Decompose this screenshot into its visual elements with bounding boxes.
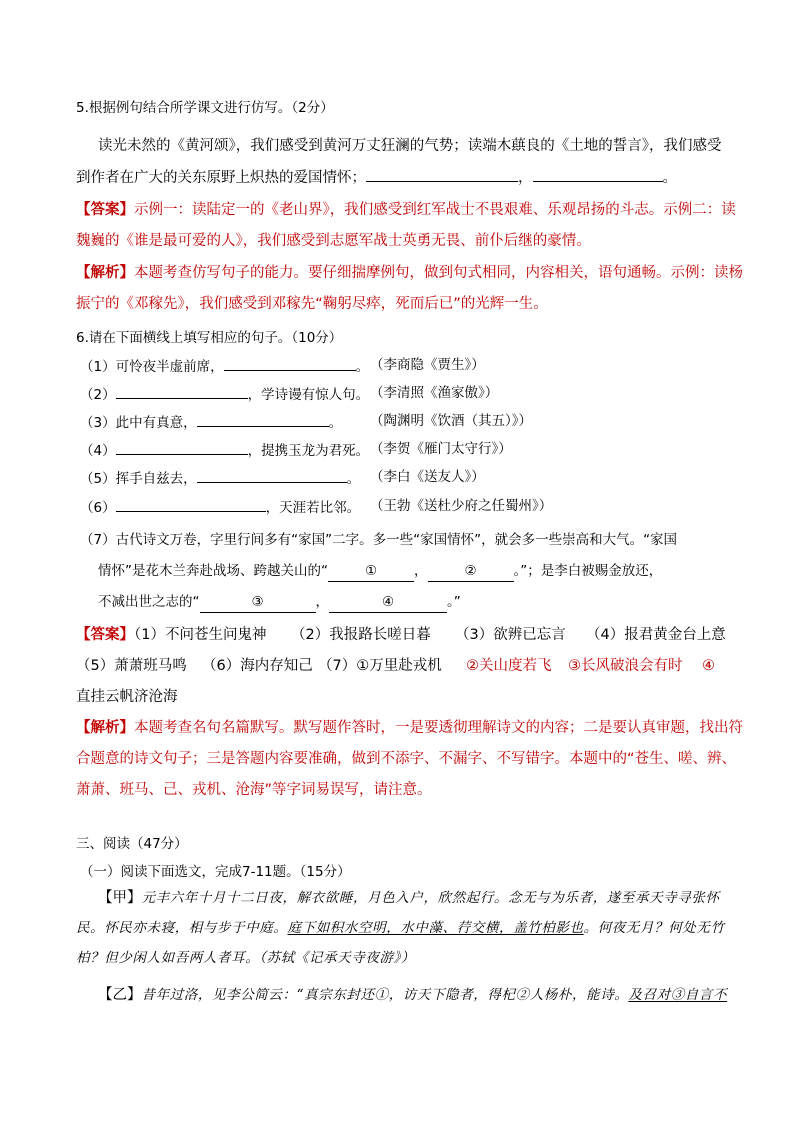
- yi-tag: 【乙】: [98, 987, 142, 1003]
- q6-item-post: 。: [328, 415, 343, 431]
- q6-analysis-text1: 本题考查名句名篇默写。默写题作答时，一是要透彻理解诗文的内容；二是要认真审题，找出符: [134, 720, 743, 736]
- answer-item: （3）欲辨已忘言: [455, 627, 566, 643]
- q6-item7-line2: [98, 561, 662, 582]
- q5-body-line2: [76, 166, 677, 188]
- jia-text2-pre: 民。怀民亦未寝，相与步于中庭。: [76, 920, 288, 936]
- q6-item-num: （5）: [80, 471, 116, 487]
- q5-analysis-line1: [76, 263, 743, 283]
- answer-tag: 【答案】: [76, 202, 134, 218]
- answer-item: ④: [702, 658, 715, 674]
- q6-item-post: 。: [346, 471, 361, 487]
- answer-tag: 【答案】: [76, 627, 134, 643]
- q6-item7-text: 情怀”是花木兰奔赴战场、跨越关山的“: [98, 563, 328, 579]
- analysis-tag: 【解析】: [76, 265, 134, 281]
- q6-item-post: ，天涯若比邻。: [265, 500, 361, 516]
- q6-item7-line1: （7）古代诗文万卷，字里行间多有“家国”二字。多一些“家国情怀”，就会多一些崇高和大气。“家国: [80, 532, 678, 548]
- blank-number: ①: [364, 563, 378, 579]
- q6-blank-2[interactable]: [116, 383, 248, 399]
- q5-answer-line1: [76, 200, 736, 220]
- q6-item-4: [80, 439, 369, 461]
- jia-text1: 元丰六年十月十二日夜，解衣欲睡，月色入户，欣然起行。念无与为乐者，遂至承天寺寻张怀: [141, 890, 720, 906]
- q5-title: 5.根据例句结合所学课文进行仿写。（2分）: [76, 100, 334, 116]
- q6-item7-line3: [98, 592, 461, 613]
- q6-blank-1[interactable]: [224, 355, 356, 371]
- q6-blank-3[interactable]: [197, 411, 329, 427]
- q6-source-4: （李贺《雁门太守行》）: [370, 441, 512, 457]
- q6-source-3: （陶渊明《饮酒（其五）》）: [370, 413, 532, 429]
- blank-number: ②: [464, 563, 477, 579]
- q5-answer-text1: 示例一：读陆定一的《老山界》，我们感受到红军战士不畏艰难、乐观昂扬的斗志。示例二：读: [134, 202, 736, 218]
- blank-number: ③: [251, 594, 264, 610]
- q6-item7-sep: ，: [414, 563, 428, 579]
- q6-item-post: ，学诗谩有惊人句。: [247, 387, 370, 403]
- q6-blank-5[interactable]: [197, 467, 347, 483]
- q6-item7-blank-3[interactable]: [200, 592, 316, 613]
- q5-answer-line2: 魏巍的《谁是最可爱的人》，我们感受到志愿军战士英勇无畏、前仆后继的豪情。: [76, 233, 591, 249]
- answer-item: ②关山度若飞: [466, 658, 552, 674]
- blank-number: ④: [381, 594, 395, 610]
- analysis-tag: 【解析】: [76, 720, 134, 736]
- q6-item-1: [80, 355, 369, 377]
- jia-underlined-sentence: 庭下如积水空明，水中藻、荇交横，盖竹柏影也: [287, 920, 584, 936]
- q6-analysis-line1: [76, 718, 743, 738]
- q6-analysis-line3: 萧萧、班马、己、戎机、沧海”等字词易误写，请注意。: [76, 782, 432, 798]
- q6-item-post: 。: [355, 359, 370, 375]
- q5-body-line2-text: 到作者在广大的关东原野上炽热的爱国情怀；: [76, 170, 366, 186]
- q6-item7-blank-4[interactable]: [329, 592, 447, 613]
- q5-body-line1: 读光未然的《黄河颂》，我们感受到黄河万丈狂澜的气势；读端木蕻良的《土地的誓言》，我们感受: [98, 138, 722, 154]
- q6-item-2: [80, 383, 369, 405]
- q6-source-2: （李清照《渔家傲》）: [370, 385, 499, 401]
- q6-item7-blank-2[interactable]: [428, 561, 514, 582]
- q6-item-num: （6）: [80, 500, 116, 516]
- q6-source-6: （王勃《送杜少府之任蜀州》）: [370, 498, 553, 514]
- q6-source-5: （李白《送友人》）: [370, 469, 485, 485]
- q6-item-pre: 可怜夜半虚前席，: [115, 359, 224, 375]
- jia-line3: 柏？但少闲人如吾两人者耳。（苏轼《记承天寺夜游》）: [76, 950, 415, 966]
- yi-underlined-text: 及召对③自言不: [628, 987, 728, 1003]
- jia-tag: 【甲】: [98, 890, 142, 906]
- q6-blank-6[interactable]: [116, 496, 266, 512]
- q6-item-num: （2）: [80, 387, 116, 403]
- jia-line2: [76, 918, 725, 938]
- section-subtitle: （一）阅读下面选文，完成7-11题。（15分）: [80, 864, 351, 880]
- q6-item7-blank-1[interactable]: [328, 561, 414, 582]
- q5-analysis-line2: 振宁的《邓稼先》，我们感受到邓稼先“鞠躬尽瘁，死而后已”的光辉一生。: [76, 296, 548, 312]
- answer-item: 直挂云帆济沧海: [76, 689, 178, 705]
- q6-item7-text: 不减出世之志的“: [98, 594, 200, 610]
- q6-item7-text: 。”；是李白被赐金放还，: [513, 563, 663, 579]
- q6-source-1: （李商隐《贾生》）: [370, 357, 485, 373]
- yi-text1: 昔年过洛，见李公简云：“真宗东封还①，访天下隐者，得杞②人杨朴，能诗。: [141, 987, 629, 1003]
- q6-title: 6.请在下面横线上填写相应的句子。（10分）: [76, 330, 343, 346]
- q5-blank-1[interactable]: [366, 166, 518, 182]
- q5-sep: ，: [518, 170, 533, 186]
- q6-item-num: （1）: [80, 359, 116, 375]
- q5-blank-2[interactable]: [533, 166, 663, 182]
- answer-item: （5）萧萧班马鸣: [76, 658, 187, 674]
- q6-item-num: （3）: [80, 415, 116, 431]
- q6-item-pre: 挥手自兹去，: [115, 471, 197, 487]
- q6-answer-row1: [76, 625, 266, 645]
- q6-item-post: ，提携玉龙为君死。: [247, 443, 370, 459]
- jia-text2-post: 。何夜无月？何处无竹: [583, 920, 725, 936]
- answer-item: ③长风破浪会有时: [568, 658, 683, 674]
- q6-item-6: [80, 496, 360, 518]
- q6-item7-sep: ，: [315, 594, 329, 610]
- answer-item: （4）报君黄金台上意: [586, 627, 726, 643]
- q6-analysis-line2: 合题意的诗文句子；三是答题内容要准确，做到不添字、不漏字、不写错字。本题中的“苍生、嗟、辨、: [76, 751, 737, 767]
- q6-item-5: [80, 467, 360, 489]
- jia-line1: [98, 888, 720, 908]
- answer-item: （2）我报路长嗟日暮: [291, 627, 431, 643]
- q6-blank-4[interactable]: [116, 439, 248, 455]
- yi-line1: [98, 985, 727, 1005]
- answer-item: （1）不问苍生问鬼神: [134, 627, 267, 643]
- q6-item-num: （4）: [80, 443, 116, 459]
- q5-analysis-text1: 本题考查仿写句子的能力。要仔细揣摩例句，做到句式相同，内容相关，语句通畅。示例：读杨: [134, 265, 743, 281]
- q5-end: 。: [662, 170, 677, 186]
- q6-item7-text: 。”: [447, 594, 461, 610]
- q6-item-3: [80, 411, 342, 433]
- answer-item: （7）①万里赴戎机: [318, 658, 442, 674]
- section-title: 三、阅读（47分）: [76, 836, 188, 852]
- answer-item: （6）海内存知己: [202, 658, 313, 674]
- q6-item-pre: 此中有真意，: [115, 415, 197, 431]
